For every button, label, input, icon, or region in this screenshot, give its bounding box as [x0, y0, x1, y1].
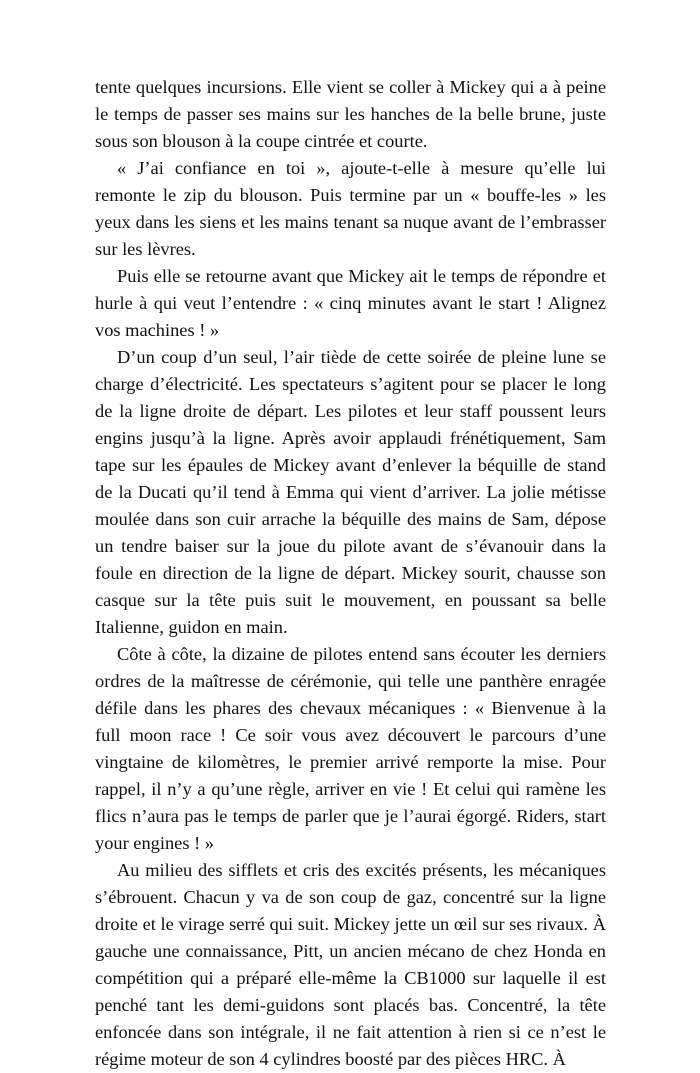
paragraph-2: « J’ai confiance en toi », ajoute-t-elle à mesure qu’elle lui remonte le zip du blouson. Puis termine par un « bouffe-les » les yeux dans les siens et les mains tenant sa nuque avant de l’embrasser sur les lèvres.: [95, 158, 606, 259]
paragraph-5: Côte à côte, la dizaine de pilotes entend sans écouter les derniers ordres de la maîtresse de cérémonie, qui telle une panthère enragée défile dans les phares des chevaux mécaniques : « Bienvenue à la full moon race ! Ce soir vous avez découvert le parcours d’une vingtaine de kilomètres, le premier arrivé remporte la mise. Pour rappel, il n’y a qu’une règle, arriver en vie ! Et celui qui ramène les flics n’aura pas le temps de parler que je l’aurai égorgé. Riders, start your engines ! »: [95, 644, 606, 853]
document-page: [95, 74, 606, 1073]
paragraph-3: Puis elle se retourne avant que Mickey ait le temps de répondre et hurle à qui veut l’entendre : « cinq minutes avant le start ! Alignez vos machines ! »: [95, 266, 606, 340]
paragraph-4: D’un coup d’un seul, l’air tiède de cette soirée de pleine lune se charge d’électricité. Les spectateurs s’agitent pour se placer le long de la ligne droite de départ. Les pilotes et leur staff poussent leurs engins jusqu’à la ligne. Après avoir applaudi frénétiquement, Sam tape sur les épaules de Mickey avant d’enlever la béquille de stand de la Ducati qu’il tend à Emma qui vient d’arriver. La jolie métisse moulée dans son cuir arrache la béquille des mains de Sam, dépose un tendre baiser sur la joue du pilote avant de s’évanouir dans la foule en direction de la ligne de départ. Mickey sourit, chausse son casque sur la tête puis suit le mouvement, en poussant sa belle Italienne, guidon en main.: [95, 347, 606, 637]
paragraph-1: tente quelques incursions. Elle vient se coller à Mickey qui a à peine le temps de passer ses mains sur les hanches de la belle brune, juste sous son blouson à la coupe cintrée et courte.: [95, 77, 606, 151]
paragraph-6: Au milieu des sifflets et cris des excités présents, les mécaniques s’ébrouent. Chacun y va de son coup de gaz, concentré sur la ligne droite et le virage serré qui suit. Mickey jette un œil sur ses rivaux. À gauche une connaissance, Pitt, un ancien mécano de chez Honda en compétition qui a préparé elle-même la CB1000 sur laquelle il est penché tant les demi-guidons sont placés bas. Concentré, la tête enfoncée dans son intégrale, il ne fait attention à rien si ce n’est le régime moteur de son 4 cylindres boosté par des pièces HRC. À: [95, 860, 606, 1069]
